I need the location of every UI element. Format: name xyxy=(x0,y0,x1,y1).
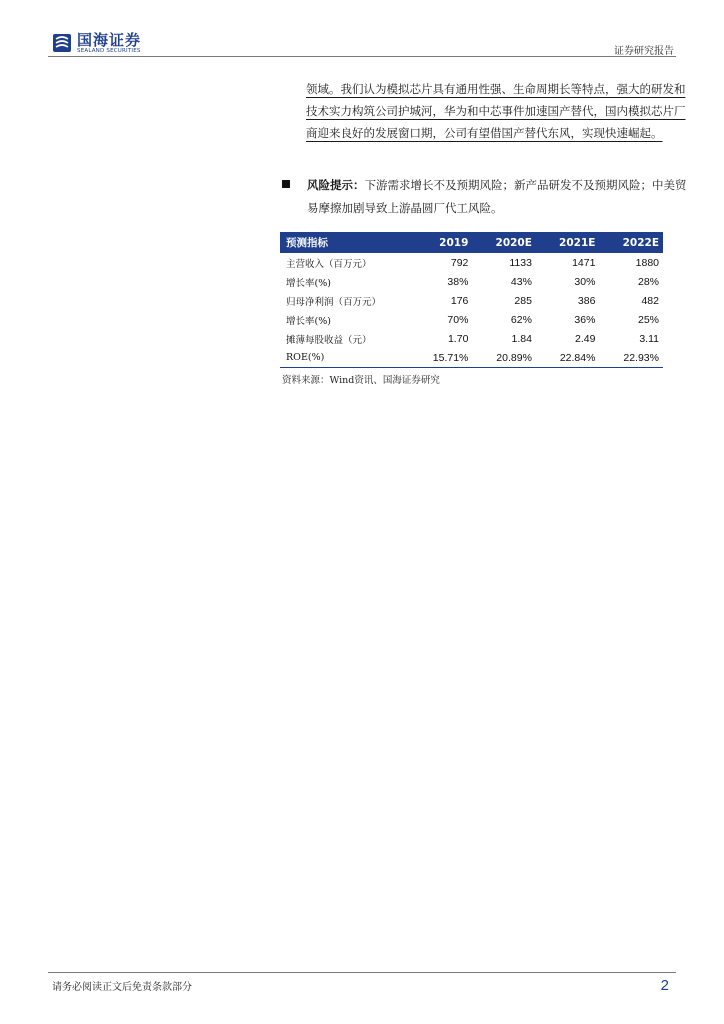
header-divider xyxy=(48,56,676,57)
intro-paragraph xyxy=(306,78,691,144)
table-cell: 主营收入（百万元） xyxy=(286,258,372,270)
table-cell: 增长率(%) xyxy=(286,315,331,327)
table-header-row xyxy=(280,232,663,253)
table-row xyxy=(280,272,663,291)
table-cell: 25% xyxy=(637,313,659,326)
risk-text: 下游需求增长不及预期风险；新产品研发不及预期风险；中美贸易摩擦加剧导致上游晶圆厂代工风险。 xyxy=(307,178,687,215)
table-cell: 38% xyxy=(447,275,469,288)
table-cell: 22.84% xyxy=(536,348,600,368)
table-cell: 15.71% xyxy=(410,348,472,368)
footer-disclaimer: 请务必阅读正文后免责条款部分 xyxy=(52,982,192,993)
table-cell: 增长率(%) xyxy=(286,277,331,289)
intro-paragraph-text: 领域。我们认为模拟芯片具有通用性强、生命周期长等特点，强大的研发和技术实力构筑公司护城河，华为和中芯事件加速国产替代，国内模拟芯片厂商迎来良好的发展窗口期，公司有望借国产替代东风，实现快速崛起。 xyxy=(306,82,686,140)
table-header-cell: 2022E xyxy=(599,232,663,253)
table-cell: 1880 xyxy=(635,256,659,269)
company-logo xyxy=(52,33,141,55)
risk-heading: 风险提示： xyxy=(307,178,365,192)
table-cell: 62% xyxy=(510,313,532,326)
risk-warning xyxy=(282,174,692,220)
table-cell: 30% xyxy=(574,275,596,288)
table-header-cell: 2020E xyxy=(472,232,536,253)
table-header-cell: 2019 xyxy=(410,232,472,253)
table-cell: 36% xyxy=(574,313,596,326)
report-type-label: 证券研究报告 xyxy=(614,46,674,57)
square-bullet-icon xyxy=(282,180,290,188)
table-header-cell: 预测指标 xyxy=(280,232,410,253)
table-row xyxy=(280,291,663,310)
brand-name-en: SEALAND SECURITIES xyxy=(77,48,141,54)
table-cell: 28% xyxy=(637,275,659,288)
table-row xyxy=(280,348,663,368)
footer-divider xyxy=(48,972,676,973)
page-number: 2 xyxy=(660,977,669,994)
table-cell: 43% xyxy=(510,275,532,288)
page-header xyxy=(0,0,724,60)
table-cell: 20.89% xyxy=(472,348,536,368)
table-header-cell: 2021E xyxy=(536,232,600,253)
table-cell: ROE(%) xyxy=(280,348,410,368)
table-cell: 792 xyxy=(450,256,469,269)
table-cell: 1.84 xyxy=(511,332,532,345)
table-cell: 176 xyxy=(450,294,469,307)
table-row xyxy=(280,253,663,272)
source-note: 资料来源：Wind资讯、国海证券研究 xyxy=(282,375,440,386)
table-cell: 386 xyxy=(577,294,596,307)
brand-name-cn: 国海证券 xyxy=(77,31,142,49)
table-row xyxy=(280,310,663,329)
forecast-table xyxy=(280,232,663,368)
table-cell: 2.49 xyxy=(575,332,596,345)
table-cell: 70% xyxy=(447,313,469,326)
table-cell: 3.11 xyxy=(639,332,659,345)
table-cell: 1133 xyxy=(509,256,532,269)
sealand-logo-icon xyxy=(52,33,72,53)
table-cell: 482 xyxy=(641,294,659,307)
table-cell: 1.70 xyxy=(447,332,469,345)
table-cell: 22.93% xyxy=(599,348,663,368)
table-cell: 摊薄每股收益（元） xyxy=(286,334,372,346)
table-cell: 285 xyxy=(514,294,532,307)
table-row xyxy=(280,329,663,348)
table-cell: 归母净利润（百万元） xyxy=(286,296,382,308)
table-cell: 1471 xyxy=(572,256,596,269)
